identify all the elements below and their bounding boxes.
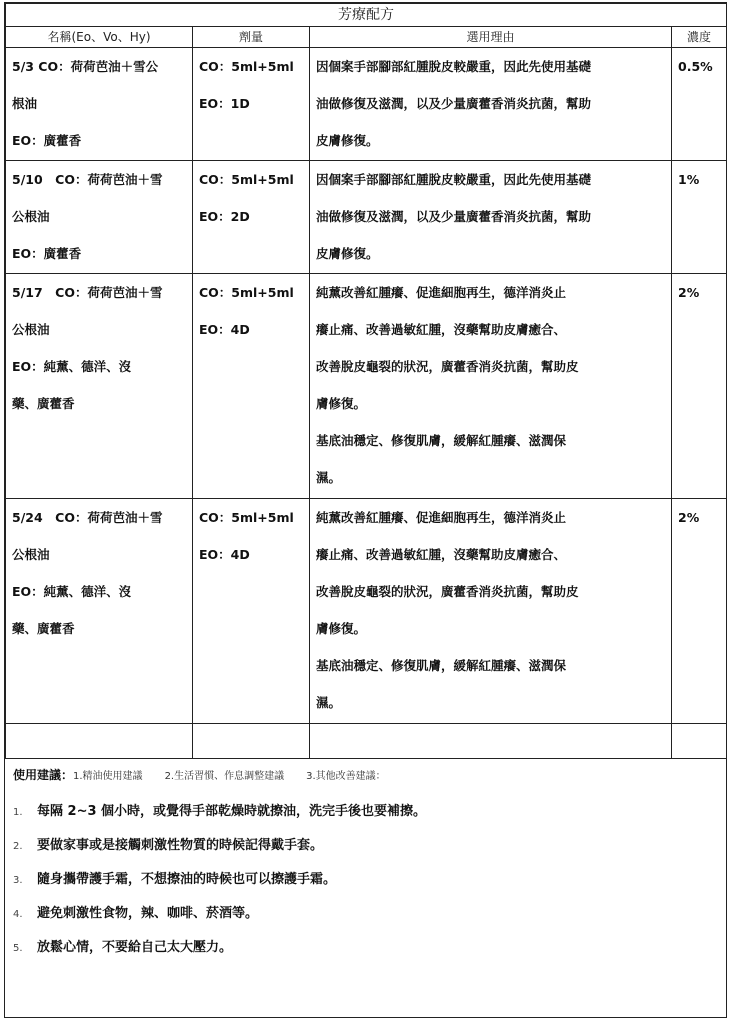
empty-cell — [310, 724, 672, 759]
name-cell — [6, 161, 193, 274]
usage-advice-section — [5, 757, 726, 965]
concentration-cell: 2% — [672, 274, 727, 499]
item-text: 每隔 2~3 個小時，或覺得手部乾燥時就擦油，洗完手後也要補擦。 — [37, 804, 427, 819]
list-item — [13, 897, 726, 931]
reason-line: 因個案手部腳部紅腫脫皮較嚴重，因此先使用基礎 — [316, 59, 592, 74]
name-line: 5/24 CO：荷荷芭油＋雪 — [12, 510, 163, 525]
concentration-cell: 1% — [672, 161, 727, 274]
usage-subhead: 3.其他改善建議： — [306, 771, 386, 782]
list-item — [13, 931, 726, 965]
table-row — [6, 499, 727, 724]
list-item — [13, 829, 726, 863]
reason-line: 純薰改善紅腫癢、促進細胞再生，德洋消炎止 — [316, 510, 567, 525]
name-line: 5/3 CO：荷荷芭油＋雪公 — [12, 59, 159, 74]
reason-line: 油做修復及滋潤，以及少量廣藿香消炎抗菌，幫助 — [316, 209, 592, 224]
dose-line: EO：2D — [199, 209, 250, 224]
reason-line: 膚修復。 — [316, 396, 367, 411]
formula-table — [5, 3, 727, 759]
item-text: 隨身攜帶護手霜，不想擦油的時候也可以擦護手霜。 — [37, 872, 337, 887]
reason-line: 皮膚修復。 — [316, 133, 379, 148]
dose-cell — [193, 499, 310, 724]
empty-table-row — [6, 724, 727, 759]
table-row — [6, 274, 727, 499]
header-name: 名稱(Eo、Vo、Hy) — [6, 27, 193, 48]
reason-line: 皮膚修復。 — [316, 246, 379, 261]
item-text: 避免刺激性食物，辣、咖啡、菸酒等。 — [37, 906, 259, 921]
item-text: 放鬆心情，不要給自己太大壓力。 — [37, 940, 233, 955]
usage-advice-label: 使用建議： — [13, 768, 74, 782]
concentration-cell: 2% — [672, 499, 727, 724]
name-line: 藥、廣藿香 — [12, 621, 75, 636]
header-reason: 選用理由 — [310, 27, 672, 48]
usage-advice-header — [13, 765, 726, 787]
name-line: 藥、廣藿香 — [12, 396, 75, 411]
reason-cell — [310, 48, 672, 161]
dose-line: CO：5ml+5ml — [199, 510, 294, 525]
name-line: 公根油 — [12, 209, 50, 224]
reason-line: 濕。 — [316, 470, 342, 485]
name-line: EO：廣藿香 — [12, 246, 82, 261]
name-line: 公根油 — [12, 322, 50, 337]
dose-cell — [193, 161, 310, 274]
name-line: EO：純薰、德洋、沒 — [12, 359, 132, 374]
table-title: 芳療配方 — [6, 4, 727, 27]
name-cell — [6, 499, 193, 724]
reason-cell — [310, 274, 672, 499]
dose-cell — [193, 48, 310, 161]
reason-line: 癢止痛、改善過敏紅腫，沒藥幫助皮膚癒合、 — [316, 322, 567, 337]
name-line: 公根油 — [12, 547, 50, 562]
item-text: 要做家事或是接觸刺激性物質的時候記得戴手套。 — [37, 838, 324, 853]
item-number: 1. — [13, 807, 23, 818]
name-cell — [6, 274, 193, 499]
name-line: EO：廣藿香 — [12, 133, 82, 148]
name-line: EO：純薰、德洋、沒 — [12, 584, 132, 599]
reason-line: 基底油穩定、修復肌膚，緩解紅腫癢、滋潤保 — [316, 433, 567, 448]
name-line: 根油 — [12, 96, 38, 111]
list-item — [13, 863, 726, 897]
header-dose: 劑量 — [193, 27, 310, 48]
reason-line: 膚修復。 — [316, 621, 367, 636]
dose-line: EO：1D — [199, 96, 250, 111]
table-row — [6, 48, 727, 161]
name-line: 5/10 CO：荷荷芭油＋雪 — [12, 172, 163, 187]
name-cell — [6, 48, 193, 161]
name-line: 5/17 CO：荷荷芭油＋雪 — [12, 285, 163, 300]
dose-line: CO：5ml+5ml — [199, 285, 294, 300]
usage-subhead: 2.生活習慣、作息調整建議 — [164, 771, 285, 782]
reason-line: 純薰改善紅腫癢、促進細胞再生，德洋消炎止 — [316, 285, 567, 300]
reason-line: 油做修復及滋潤，以及少量廣藿香消炎抗菌，幫助 — [316, 96, 592, 111]
item-number: 3. — [13, 875, 23, 886]
list-item — [13, 795, 726, 829]
advice-list — [13, 795, 726, 965]
empty-cell — [193, 724, 310, 759]
usage-subhead: 1.精油使用建議 — [73, 771, 143, 782]
reason-line: 癢止痛、改善過敏紅腫，沒藥幫助皮膚癒合、 — [316, 547, 567, 562]
formula-sheet — [4, 2, 727, 1018]
reason-line: 基底油穩定、修復肌膚，緩解紅腫癢、滋潤保 — [316, 658, 567, 673]
item-number: 4. — [13, 909, 23, 920]
dose-cell — [193, 274, 310, 499]
reason-line: 改善脫皮龜裂的狀況，廣藿香消炎抗菌，幫助皮 — [316, 359, 579, 374]
dose-line: EO：4D — [199, 322, 250, 337]
reason-line: 因個案手部腳部紅腫脫皮較嚴重，因此先使用基礎 — [316, 172, 592, 187]
dose-line: CO：5ml+5ml — [199, 172, 294, 187]
item-number: 5. — [13, 943, 23, 954]
reason-line: 濕。 — [316, 695, 342, 710]
empty-cell — [672, 724, 727, 759]
reason-cell — [310, 161, 672, 274]
empty-cell — [6, 724, 193, 759]
header-concentration: 濃度 — [672, 27, 727, 48]
dose-line: EO：4D — [199, 547, 250, 562]
concentration-cell: 0.5% — [672, 48, 727, 161]
reason-cell — [310, 499, 672, 724]
item-number: 2. — [13, 841, 23, 852]
dose-line: CO：5ml+5ml — [199, 59, 294, 74]
table-row — [6, 161, 727, 274]
reason-line: 改善脫皮龜裂的狀況，廣藿香消炎抗菌，幫助皮 — [316, 584, 579, 599]
